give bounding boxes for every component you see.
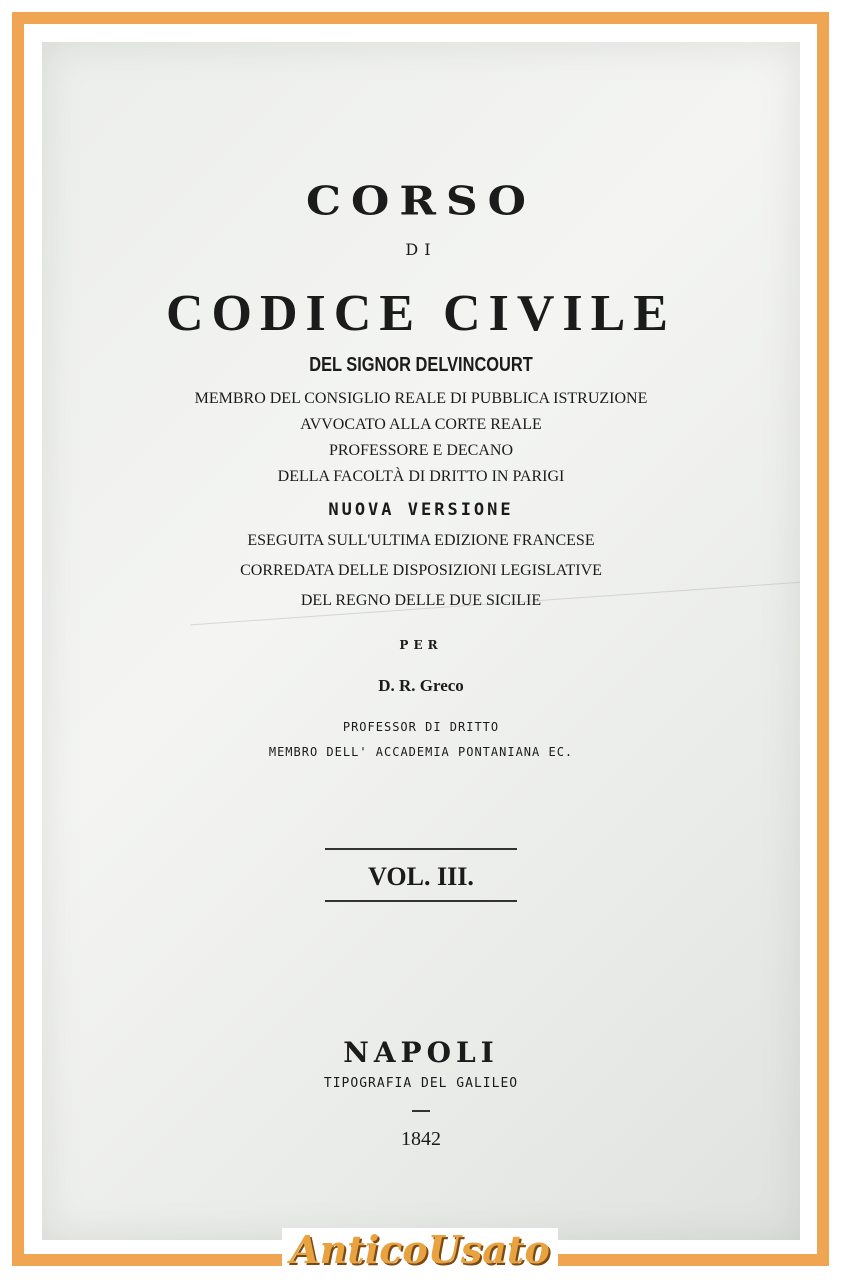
volume-rule-bottom (325, 900, 517, 902)
per-word: PER (399, 638, 443, 652)
volume-rule-top (325, 848, 517, 850)
translator-name: D. R. Greco (378, 676, 464, 695)
logo-text: AnticoUsato (290, 1227, 550, 1272)
di-word: DI (405, 240, 437, 259)
translator-role-2: MEMBRO DELL' ACCADEMIA PONTANIANA EC. (268, 745, 574, 759)
author-role-1: MEMBRO DEL CONSIGLIO REALE DI PUBBLICA ISTRUZIONE (194, 390, 648, 407)
separator-dash (412, 1110, 430, 1112)
edition-note-3: DEL REGNO DELLE DUE SICILIE (300, 592, 542, 609)
publication-year: 1842 (401, 1128, 441, 1150)
title-page (42, 42, 800, 1240)
book-title: CODICE CIVILE (166, 285, 676, 342)
edition-note-1: ESEGUITA SULL'ULTIMA EDIZIONE FRANCESE (247, 532, 595, 549)
corso-heading: CORSO (305, 178, 537, 225)
author-role-2: AVVOCATO ALLA CORTE REALE (300, 416, 542, 433)
author-line: DEL SIGNOR DELVINCOURT (309, 354, 533, 376)
publication-city: NAPOLI (343, 1036, 499, 1069)
edition-note-2: CORREDATA DELLE DISPOSIZIONI LEGISLATIVE (240, 562, 602, 579)
printer-name: TIPOGRAFIA DEL GALILEO (323, 1076, 519, 1091)
author-role-4: DELLA FACOLTÀ DI DRITTO IN PARIGI (277, 468, 565, 485)
edition-line: NUOVA VERSIONE (328, 500, 514, 520)
anticousato-logo (282, 1228, 558, 1272)
translator-role-1: PROFESSOR DI DRITTO (342, 720, 500, 734)
volume-number: VOL. III. (368, 862, 474, 891)
author-role-3: PROFESSORE E DECANO (328, 442, 514, 459)
